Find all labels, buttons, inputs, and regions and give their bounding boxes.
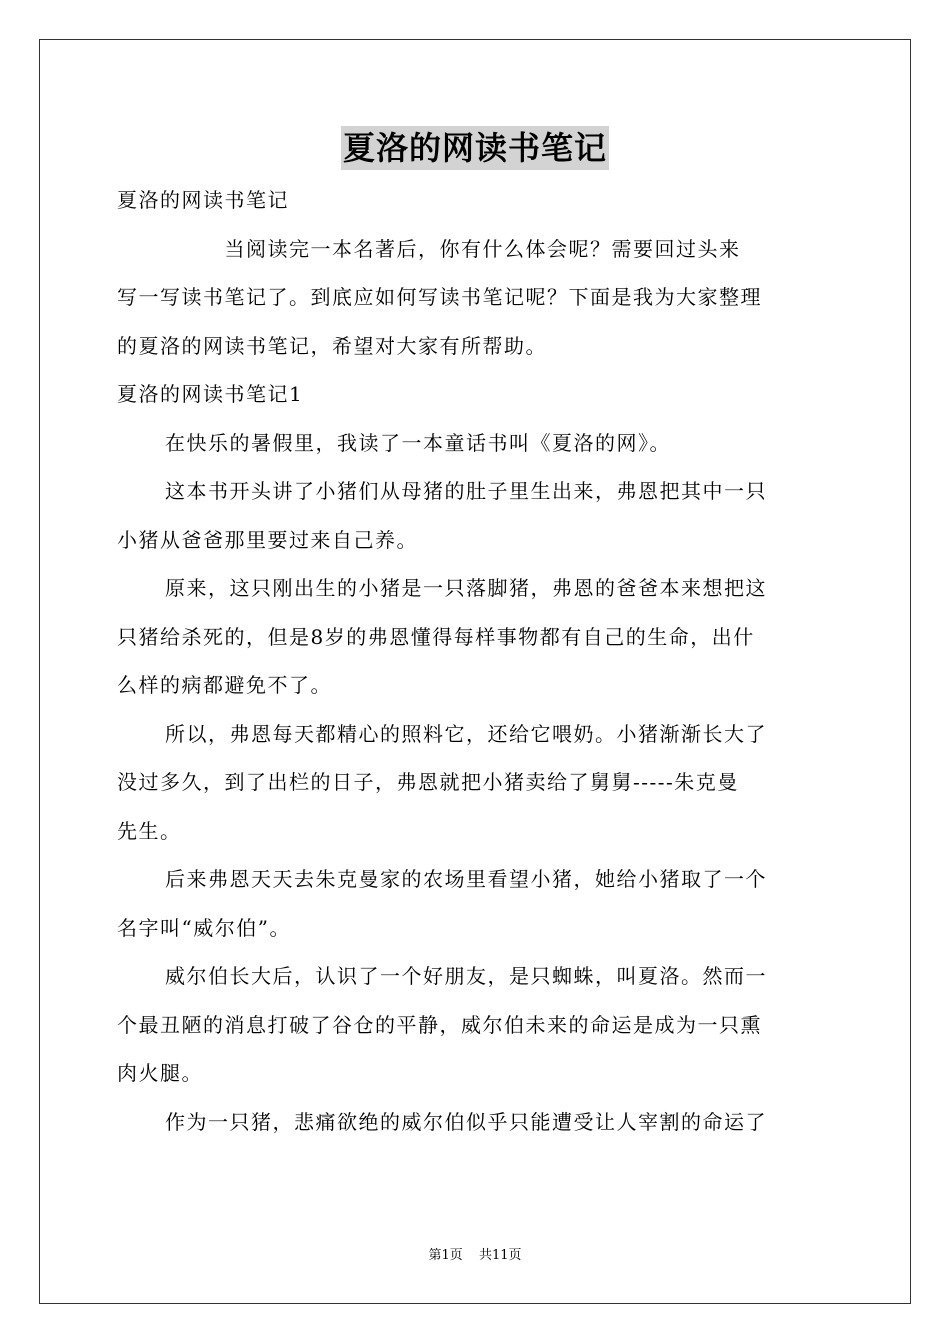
intro-line: 写一写读书笔记了。到底应如何写读书笔记呢？下面是我为大家整理	[117, 285, 762, 309]
title-container	[0, 126, 950, 170]
paragraph-line: 在快乐的暑假里，我读了一本童话书叫《夏洛的网》。	[165, 430, 671, 455]
paragraph-line: 个最丑陋的消息打破了谷仓的平静，威尔伯未来的命运是成为一只熏	[117, 1012, 762, 1037]
paragraph-line: 没过多久，到了出栏的日子，弗恩就把小猪卖给了舅舅-----朱克曼	[117, 770, 739, 794]
paragraph-line: 作为一只猪，悲痛欲绝的威尔伯似乎只能遭受让人宰割的命运了	[165, 1109, 767, 1134]
paragraph-line: 只猪给杀死的，但是8岁的弗恩懂得每样事物都有自己的生命，出什	[117, 624, 755, 649]
page-footer	[0, 1246, 950, 1266]
paragraph-line: 名字叫“威尔伯”。	[117, 915, 291, 940]
page-total: 共11页	[478, 1248, 522, 1263]
subtitle: 夏洛的网读书笔记	[117, 188, 289, 212]
paragraph-line: 这本书开头讲了小猪们从母猪的肚子里生出来，弗恩把其中一只	[165, 479, 767, 503]
paragraph-line: 肉火腿。	[117, 1061, 203, 1085]
paragraph-line: 所以，弗恩每天都精心的照料它，还给它喂奶。小猪渐渐长大了	[165, 721, 767, 746]
paragraph-line: 么样的病都避免不了。	[117, 673, 332, 697]
intro-line: 的夏洛的网读书笔记，希望对大家有所帮助。	[117, 333, 547, 358]
paragraph-line: 小猪从爸爸那里要过来自己养。	[117, 527, 418, 552]
paragraph-line: 原来，这只刚出生的小猪是一只落脚猪，弗恩的爸爸本来想把这	[165, 576, 767, 600]
page-number: 第1页	[428, 1248, 463, 1263]
intro-line: 当阅读完一本名著后，你有什么体会呢？需要回过头来	[117, 236, 741, 261]
paragraph-line: 先生。	[117, 818, 182, 843]
section-heading: 夏洛的网读书笔记1	[117, 382, 304, 406]
paragraph-line: 威尔伯长大后，认识了一个好朋友，是只蜘蛛，叫夏洛。然而一	[165, 964, 767, 988]
document-body	[117, 176, 833, 1146]
paragraph-line: 后来弗恩天天去朱克曼家的农场里看望小猪，她给小猪取了一个	[165, 867, 767, 891]
document-title: 夏洛的网读书笔记	[341, 126, 609, 170]
